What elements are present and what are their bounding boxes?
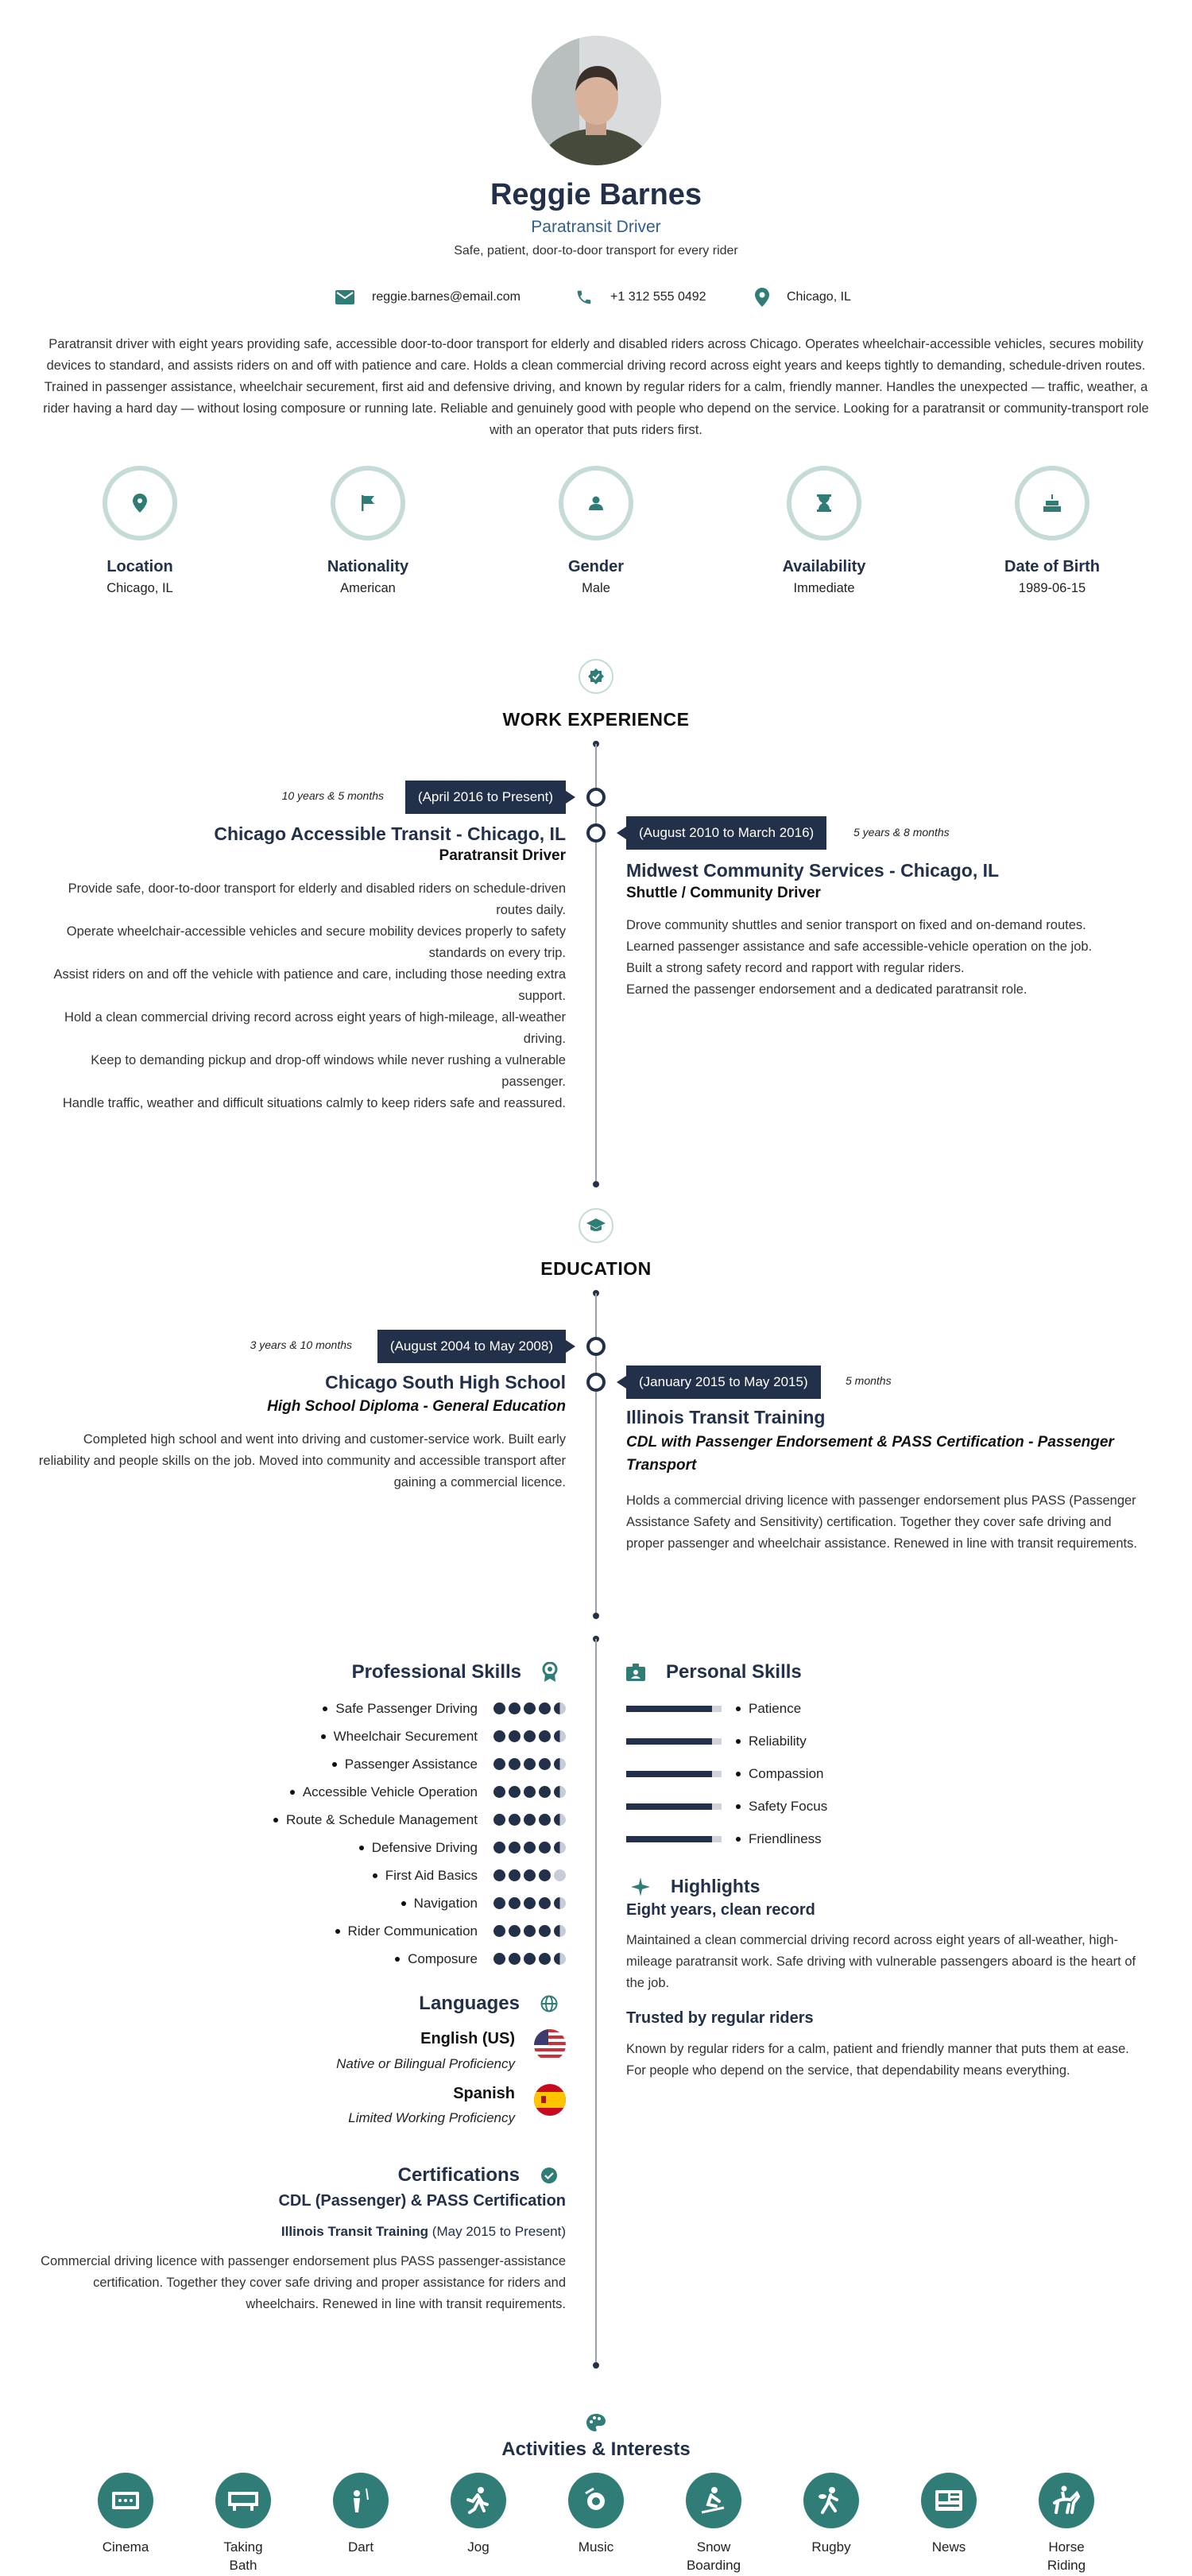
skill-row xyxy=(89,1806,566,1834)
rating-dot xyxy=(539,1814,551,1826)
jog-icon xyxy=(451,2473,506,2528)
cinema-icon xyxy=(98,2473,153,2528)
timeline-node xyxy=(586,788,606,807)
skill-bar xyxy=(626,1803,722,1810)
candidate-name: Reggie Barnes xyxy=(490,178,702,211)
sparkle-icon xyxy=(631,1877,650,1896)
map-pin-icon xyxy=(755,288,769,307)
activity-horse-riding xyxy=(1023,2473,1110,2574)
info-value: Chicago, IL xyxy=(106,581,173,595)
languages-header xyxy=(419,1993,558,2015)
highlight-text: Known by regular riders for a calm, patient and friendly manner that puts them at ease. For people who depend on the service, that dependability means everything. xyxy=(626,2042,1129,2078)
contact-phone[interactable] xyxy=(575,288,706,307)
activity-cinema xyxy=(82,2473,169,2556)
graduation-cap-icon xyxy=(586,1218,606,1234)
activity-jog xyxy=(435,2473,522,2556)
activity-taking-bath xyxy=(199,2473,287,2574)
skill-bar-fill xyxy=(626,1803,712,1810)
job-company: Midwest Community Services - Chicago, IL xyxy=(626,860,1000,881)
language-level: Native or Bilingual Proficiency xyxy=(336,2056,515,2071)
rating-dot xyxy=(509,1730,521,1742)
job-bullet: Hold a clean commercial driving record across eight years of high-mileage, all-weather driving. xyxy=(64,1010,566,1046)
education-section-title: EDUCATION xyxy=(540,1258,652,1279)
edu-degree: High School Diploma - General Education xyxy=(267,1398,566,1415)
skill-name: Patience xyxy=(749,1700,802,1716)
certification-name: CDL (Passenger) & PASS Certification xyxy=(278,2192,566,2210)
bullet xyxy=(359,1846,364,1850)
rating-dot xyxy=(524,1814,536,1826)
personal-skill-row xyxy=(626,1692,944,1725)
edu-duration: 3 years & 10 months xyxy=(250,1338,352,1351)
info-nationality xyxy=(296,466,439,596)
timeline-dot xyxy=(593,2362,599,2369)
rating-dot xyxy=(554,1925,566,1937)
rating-dot xyxy=(493,1869,505,1881)
languages-title: Languages xyxy=(419,1993,520,2014)
rating-dot xyxy=(554,1897,566,1909)
skill-bar xyxy=(626,1771,722,1777)
skill-name: Compassion xyxy=(749,1765,824,1781)
info-value: 1989-06-15 xyxy=(1018,581,1086,595)
rating-dot xyxy=(524,1869,536,1881)
timeline-node xyxy=(586,1373,606,1392)
rating-dot xyxy=(524,1925,536,1937)
rating-dot xyxy=(524,1730,536,1742)
skill-row xyxy=(89,1834,566,1861)
personal-skill-row xyxy=(626,1823,944,1855)
rugby-icon xyxy=(803,2473,859,2528)
job-bullet: Earned the passenger endorsement and a dedicated paratransit role. xyxy=(626,982,1028,997)
rating-dot xyxy=(493,1842,505,1854)
bullet xyxy=(273,1818,278,1823)
edu-school: Chicago South High School xyxy=(325,1372,566,1393)
taking-bath-icon xyxy=(215,2473,271,2528)
us-flag-icon xyxy=(534,2029,566,2061)
horse-riding-icon xyxy=(1039,2473,1094,2528)
profile-photo xyxy=(532,36,661,165)
job-dates: (April 2016 to Present) xyxy=(405,781,566,814)
job-dates: (August 2010 to March 2016) xyxy=(626,816,826,850)
skill-rating xyxy=(490,1730,566,1742)
job-duration: 10 years & 5 months xyxy=(281,789,384,802)
bullet xyxy=(321,1734,326,1739)
summary: Paratransit driver with eight years providing safe, accessible door-to-door transport for elderly and disabled riders across Chicago. Operates wheelchair-accessible vehicles, secures mobility devices to standard, and assists riders on and off with patience and care. Holds a clean commercial driving record across eight years and keeps tightly to demanding, schedule-driven routes. Trained in passenger assistance, wheelchair securement, first aid and defensive driving, and known by regular riders for a calm, friendly manner. Handles the unexpected — traffic, weather, a rider having a hard day — without losing composure or running late. Reliable and genuinely good with people who depend on the service. Looking for a paratransit or community-transport role with an operator that puts riders first. xyxy=(43,337,1149,437)
info-availability xyxy=(753,466,896,596)
skill-rating xyxy=(490,1842,566,1854)
cake-icon xyxy=(1043,494,1061,512)
skill-bar-fill xyxy=(626,1706,712,1712)
job-bullet: Drove community shuttles and senior transport on fixed and on-demand routes. xyxy=(626,918,1086,932)
skill-rating xyxy=(490,1953,566,1965)
skill-name: Defensive Driving xyxy=(371,1839,478,1855)
rating-dot xyxy=(493,1925,505,1937)
job-bullet: Assist riders on and off the vehicle with patience and care, including those needing extra support. xyxy=(53,967,566,1003)
rating-dot xyxy=(493,1786,505,1798)
language-name: Spanish xyxy=(453,2085,515,2102)
map-pin-icon xyxy=(133,494,147,513)
info-label: Location xyxy=(106,558,173,575)
rating-dot xyxy=(539,1869,551,1881)
rating-dot xyxy=(509,1925,521,1937)
highlight-heading: Eight years, clean record xyxy=(626,1901,815,1919)
id-badge-icon xyxy=(626,1664,645,1681)
certification-issuer-line xyxy=(281,2224,566,2240)
palette-icon xyxy=(586,2413,606,2436)
edu-dates: (January 2015 to May 2015) xyxy=(626,1365,821,1399)
bullet xyxy=(736,1739,741,1744)
edu-school: Illinois Transit Training xyxy=(626,1407,826,1427)
skill-rating xyxy=(490,1925,566,1937)
job-bullet: Learned passenger assistance and safe accessible-vehicle operation on the job. xyxy=(626,939,1093,954)
snow-boarding-icon xyxy=(686,2473,741,2528)
rating-dot xyxy=(554,1842,566,1854)
rating-dot xyxy=(493,1758,505,1770)
job-description xyxy=(626,915,1151,1001)
bullet xyxy=(736,1804,741,1809)
info-date-of-birth xyxy=(981,466,1124,596)
activity-label: News xyxy=(931,2539,966,2555)
rating-dot xyxy=(554,1702,566,1714)
rating-dot xyxy=(509,1953,521,1965)
info-location xyxy=(68,466,211,596)
professional-skills-title: Professional Skills xyxy=(351,1661,521,1683)
skill-bar xyxy=(626,1706,722,1712)
rating-dot xyxy=(493,1730,505,1742)
activity-news xyxy=(905,2473,993,2556)
info-value: American xyxy=(340,581,396,595)
skill-name: Rider Communication xyxy=(347,1923,478,1939)
rating-dot xyxy=(539,1786,551,1798)
activity-label: Horse Riding xyxy=(1047,2539,1086,2573)
skill-name: Safety Focus xyxy=(749,1798,828,1814)
news-icon xyxy=(921,2473,977,2528)
activity-music xyxy=(552,2473,640,2556)
skill-rating xyxy=(490,1897,566,1909)
job-role: Paratransit Driver xyxy=(439,847,566,864)
job-role: Shuttle / Community Driver xyxy=(626,885,821,901)
job-bullet: Keep to demanding pickup and drop-off windows while never rushing a vulnerable passenger. xyxy=(91,1053,566,1089)
rating-dot xyxy=(554,1730,566,1742)
skill-row xyxy=(89,1861,566,1889)
skill-row xyxy=(89,1778,566,1806)
rating-dot xyxy=(554,1786,566,1798)
bullet xyxy=(736,1706,741,1711)
email-icon xyxy=(335,290,354,304)
skill-name: Composure xyxy=(408,1950,478,1966)
skill-name: Reliability xyxy=(749,1733,807,1749)
rating-dot xyxy=(524,1702,536,1714)
job-company: Chicago Accessible Transit - Chicago, IL xyxy=(214,823,566,844)
personal-skill-row xyxy=(626,1790,944,1823)
certifications-title: Certifications xyxy=(397,2164,520,2186)
bullet xyxy=(401,1901,406,1906)
edu-degree: CDL with Passenger Endorsement & PASS Certification - Passenger Transport xyxy=(626,1434,1114,1474)
personal-skill-row xyxy=(626,1725,944,1757)
bullet xyxy=(395,1957,400,1962)
skill-row xyxy=(89,1750,566,1778)
rating-dot xyxy=(554,1869,566,1881)
personal-skills-title: Personal Skills xyxy=(666,1661,802,1683)
job-title: Paratransit Driver xyxy=(531,218,661,236)
info-label: Nationality xyxy=(327,558,409,575)
activity-rugby xyxy=(788,2473,875,2556)
certification-description: Commercial driving licence with passenger endorsement plus PASS passenger-assistance certification. Together they cover safe driving and proper assistance for riders and wheelchairs. Renewed in line with transit requirements. xyxy=(41,2254,566,2311)
language-level: Limited Working Proficiency xyxy=(348,2110,515,2125)
spain-flag-icon xyxy=(534,2084,566,2116)
rating-dot xyxy=(539,1925,551,1937)
work-section-title: WORK EXPERIENCE xyxy=(502,709,690,730)
rating-dot xyxy=(509,1842,521,1854)
skill-name: Passenger Assistance xyxy=(344,1756,478,1772)
timeline-dot xyxy=(593,1181,599,1187)
flag-icon xyxy=(361,495,375,511)
verified-badge-icon xyxy=(540,2167,558,2184)
rating-dot xyxy=(539,1702,551,1714)
rating-dot xyxy=(554,1758,566,1770)
email-text: reggie.barnes@email.com xyxy=(372,290,521,304)
highlights-title: Highlights xyxy=(671,1876,760,1896)
verified-badge-icon xyxy=(586,667,606,686)
skill-bar-fill xyxy=(626,1836,712,1842)
info-label: Date of Birth xyxy=(1004,558,1100,575)
professional-skills-header xyxy=(352,1661,558,1683)
rating-dot xyxy=(539,1953,551,1965)
skill-row xyxy=(89,1945,566,1973)
skill-name: Navigation xyxy=(413,1895,478,1911)
contact-email[interactable] xyxy=(335,288,521,307)
skill-name: Wheelchair Securement xyxy=(333,1728,478,1744)
edu-description: Holds a commercial driving licence with passenger endorsement plus PASS (Passenger Assistance Safety and Sensitivity) certification. Together they cover safe driving and proper passenger and wheelchair assistance. Renewed in line with transit requirements. xyxy=(626,1493,1137,1551)
tagline: Safe, patient, door-to-door transport for every rider xyxy=(454,244,738,258)
activity-label: Snow Boarding xyxy=(686,2539,741,2573)
certification-issuer: Illinois Transit Training xyxy=(281,2224,429,2239)
language-name: English (US) xyxy=(420,2030,515,2047)
award-ribbon-icon xyxy=(542,1662,558,1683)
info-gender xyxy=(524,466,668,596)
bullet xyxy=(332,1762,337,1767)
personal-skills-header xyxy=(626,1661,802,1683)
highlight-heading: Trusted by regular riders xyxy=(626,2009,814,2027)
activity-snow-boarding xyxy=(670,2473,757,2574)
rating-dot xyxy=(509,1814,521,1826)
skill-bar xyxy=(626,1836,722,1842)
rating-dot xyxy=(539,1730,551,1742)
skill-rating xyxy=(490,1786,566,1798)
personal-skills-list xyxy=(626,1692,944,1855)
skill-name: Friendliness xyxy=(749,1830,822,1846)
edu-dates: (August 2004 to May 2008) xyxy=(377,1330,566,1363)
highlight-text: Maintained a clean commercial driving record across eight years of all-weather, high-mileage paratransit work. Safe driving with vulnerable passengers aboard is the heart of the job. xyxy=(626,1933,1136,1990)
bullet xyxy=(335,1929,340,1934)
phone-icon xyxy=(575,289,593,306)
rating-dot xyxy=(509,1702,521,1714)
rating-dot xyxy=(493,1702,505,1714)
personal-skill-row xyxy=(626,1757,944,1790)
dart-icon xyxy=(333,2473,389,2528)
highlights-header xyxy=(626,1876,760,1897)
rating-dot xyxy=(509,1786,521,1798)
skill-bar-fill xyxy=(626,1771,712,1777)
rating-dot xyxy=(524,1953,536,1965)
info-value: Immediate xyxy=(793,581,855,595)
activity-label: Taking Bath xyxy=(223,2539,263,2573)
bullet xyxy=(323,1706,327,1711)
rating-dot xyxy=(509,1897,521,1909)
professional-skills-list xyxy=(89,1695,566,1973)
activity-label: Rugby xyxy=(811,2539,851,2555)
skill-rating xyxy=(490,1758,566,1770)
rating-dot xyxy=(554,1814,566,1826)
timeline-dot xyxy=(593,1613,599,1619)
rating-dot xyxy=(524,1897,536,1909)
skill-bar xyxy=(626,1738,722,1745)
info-value: Male xyxy=(582,581,610,595)
activity-label: Dart xyxy=(347,2539,374,2555)
activities-title: Activities & Interests xyxy=(501,2438,691,2460)
skill-row xyxy=(89,1722,566,1750)
certifications-header xyxy=(398,2164,558,2187)
person-icon xyxy=(588,495,604,511)
edu-duration: 5 months xyxy=(846,1374,892,1387)
skill-name: Safe Passenger Driving xyxy=(335,1700,478,1716)
job-bullet: Built a strong safety record and rapport with regular riders. xyxy=(626,961,965,975)
timeline-line xyxy=(595,1639,597,2365)
skill-name: First Aid Basics xyxy=(385,1867,478,1883)
bullet xyxy=(373,1873,377,1878)
skill-rating xyxy=(490,1702,566,1714)
skill-row xyxy=(89,1695,566,1722)
rating-dot xyxy=(554,1953,566,1965)
skill-name: Route & Schedule Management xyxy=(286,1811,478,1827)
skill-rating xyxy=(490,1814,566,1826)
skill-name: Accessible Vehicle Operation xyxy=(302,1784,478,1799)
education-section-icon xyxy=(579,1208,613,1243)
skill-bar-fill xyxy=(626,1738,712,1745)
bullet xyxy=(736,1837,741,1842)
job-description xyxy=(37,878,566,1114)
skill-row xyxy=(89,1917,566,1945)
contact-location xyxy=(755,288,851,307)
hourglass-icon xyxy=(817,494,831,512)
job-bullet: Provide safe, door-to-door transport for elderly and disabled riders on schedule-driven routes daily. xyxy=(68,881,566,917)
skill-row xyxy=(89,1889,566,1917)
activity-label: Cinema xyxy=(102,2539,149,2555)
rating-dot xyxy=(524,1786,536,1798)
job-duration: 5 years & 8 months xyxy=(853,826,950,839)
rating-dot xyxy=(509,1869,521,1881)
phone-text: +1 312 555 0492 xyxy=(610,290,706,304)
music-icon xyxy=(568,2473,624,2528)
bullet xyxy=(290,1790,295,1795)
info-label: Gender xyxy=(567,558,625,575)
job-bullet: Operate wheelchair-accessible vehicles and secure mobility devices properly to safety standards on every trip. xyxy=(66,924,566,960)
bullet xyxy=(736,1772,741,1776)
rating-dot xyxy=(539,1897,551,1909)
skill-rating xyxy=(490,1869,566,1881)
rating-dot xyxy=(509,1758,521,1770)
rating-dot xyxy=(493,1814,505,1826)
timeline-node xyxy=(586,1337,606,1356)
rating-dot xyxy=(539,1842,551,1854)
activity-dart xyxy=(317,2473,404,2556)
rating-dot xyxy=(539,1758,551,1770)
job-bullet: Handle traffic, weather and difficult situations calmly to keep riders safe and reassured. xyxy=(62,1096,566,1110)
rating-dot xyxy=(524,1758,536,1770)
globe-icon xyxy=(540,1995,558,2012)
edu-description: Completed high school and went into driving and customer-service work. Built early reliability and people skills on the job. Moved into community and accessible transport after gaining a commercial licence. xyxy=(38,1432,566,1489)
timeline-line xyxy=(595,744,597,1184)
info-label: Availability xyxy=(782,558,866,575)
rating-dot xyxy=(493,1897,505,1909)
timeline-node xyxy=(586,823,606,843)
rating-dot xyxy=(493,1953,505,1965)
location-text: Chicago, IL xyxy=(787,290,851,304)
rating-dot xyxy=(524,1842,536,1854)
certification-dates: (May 2015 to Present) xyxy=(432,2224,566,2239)
work-section-icon xyxy=(579,659,613,694)
activity-label: Jog xyxy=(467,2539,490,2555)
activity-label: Music xyxy=(578,2539,614,2555)
